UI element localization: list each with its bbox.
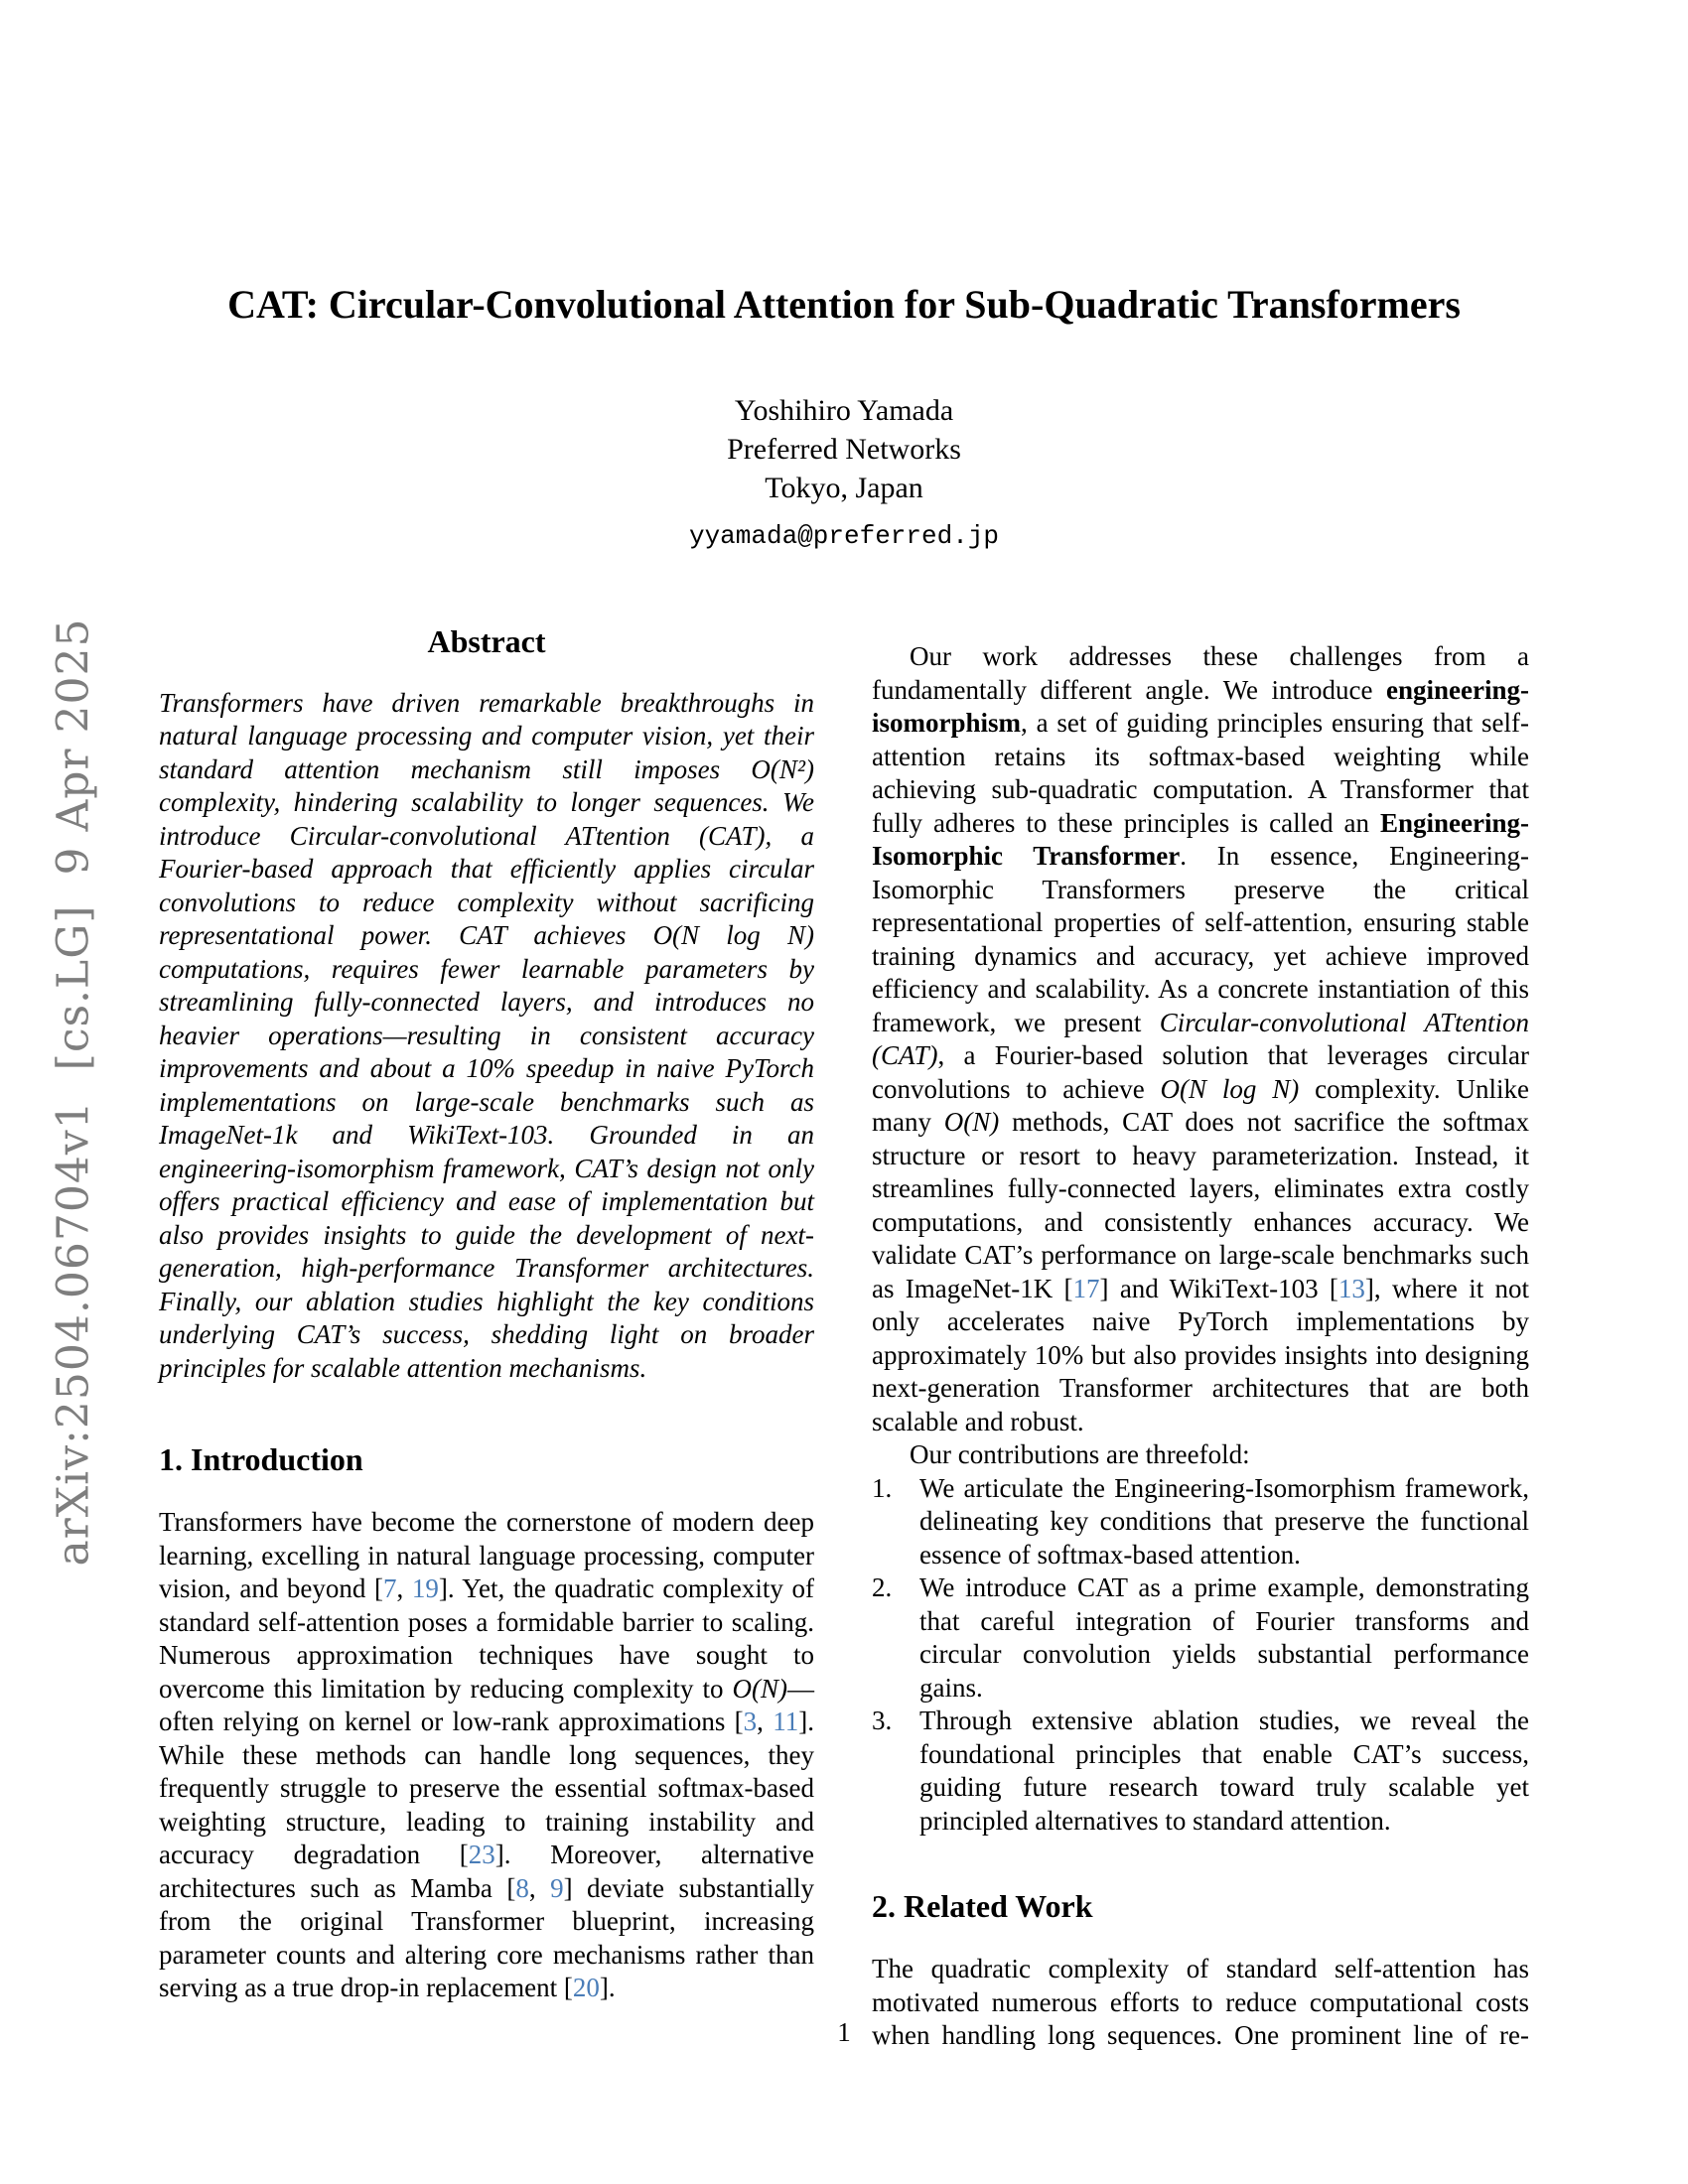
page-number: 1 — [837, 2017, 851, 2047]
abstract-heading: Abstract — [427, 623, 546, 659]
engineering-isomorphism-paragraph — [872, 640, 1529, 1438]
author-email: yyamada@preferred.jp — [688, 521, 1000, 551]
text-segment: complexity. Unlike many — [872, 1073, 1529, 1137]
left-column — [159, 625, 814, 2005]
text-segment: O(N) — [943, 1107, 1000, 1137]
text-segment: ] deviate substantially from the original Transformer blueprint, increasing parameter counts and altering core mechanisms rather than serving as a true drop-in replacement [ — [159, 1872, 814, 2002]
citation-link[interactable]: 7 — [383, 1573, 397, 1603]
paper-title: CAT: Circular-Convolutional Attention for Sub-Quadratic Transformers — [227, 282, 1461, 327]
text-segment: O(N²) — [751, 753, 814, 784]
citation-link[interactable]: 17 — [1072, 1273, 1100, 1303]
text-segment: complexity, hindering scalability to longer sequences. We introduce Circular-convolutional ATtention (CAT), a Fourier-based approach that efficiently applies circular convolutions to reduce complexity without sacrificing representational power. CAT achieves — [159, 787, 814, 950]
text-segment: Our work addresses these challenges from a fundamentally different angle. We introduce — [872, 641, 1529, 705]
text-segment: , a set of guiding principles ensuring that self-attention retains its softmax-based weighting while achieving sub-quadratic computation. A Transformer that fully adheres to these principles is called an — [872, 708, 1529, 838]
abstract-text — [159, 687, 814, 1386]
list-item-text: Through extensive ablation studies, we reveal the foundational principles that enable CAT’s success, guiding future research toward truly scalable yet principled alternatives to standard attention. — [919, 1706, 1529, 1836]
list-item-number: 2. — [872, 1572, 893, 1602]
text-segment: Transformers have driven remarkable breakthroughs in natural language processing and computer vision, yet their standard attention mechanism still imposes — [159, 687, 814, 784]
text-segment: ], where it not only accelerates naive PyTorch implementations by approximately 10% but also provides insights into designing next-generation Transformer architectures that are both scalable and robust. — [872, 1273, 1530, 1436]
arxiv-watermark: arXiv:2504.06704v1 [cs.LG] 9 Apr 2025 — [48, 617, 99, 1567]
section-heading-introduction: 1. Introduction — [159, 1441, 363, 1477]
text-segment: Circular-convolutional ATtention (CAT) — [872, 1007, 1529, 1070]
author-affiliation: Preferred Networks — [727, 433, 961, 466]
text-segment: methods, CAT does not sacrifice the softmax structure or resort to heavy parameterization. Instead, it streamlines fully-connected layers, eliminates extra costly computations, and consistently enhances accuracy. We validate CAT’s performance on large-scale benchmarks such as ImageNet-1K [ — [872, 1107, 1529, 1303]
text-segment: ] and WikiText-103 [ — [1099, 1273, 1338, 1303]
section-heading-related-work: 2. Related Work — [872, 1888, 1093, 1924]
list-item-text: We introduce CAT as a prime example, demonstrating that careful integration of Fourier transforms and circular convolution yields substantial performance gains. — [919, 1572, 1529, 1703]
text-segment: , — [396, 1573, 412, 1603]
text-segment: engineering-isomorphism — [872, 674, 1529, 738]
contributions-list — [872, 1472, 1529, 1839]
list-item-number: 3. — [872, 1706, 893, 1735]
right-column — [872, 640, 1529, 2053]
citation-link[interactable]: 20 — [572, 1973, 600, 2002]
text-segment: ]. While these methods can handle long sequences, they frequently struggle to preserve the essential softmax-based weighting structure, leading to training instability and accuracy degradation [ — [159, 1706, 815, 1869]
author-name: Yoshihiro Yamada — [734, 394, 954, 427]
author-location: Tokyo, Japan — [765, 472, 923, 504]
text-segment: Transformers have become the cornerstone of modern deep learning, excelling in natural language processing, computer vision, and beyond [ — [159, 1507, 814, 1603]
list-item — [872, 1472, 1529, 1572]
citation-link[interactable]: 19 — [411, 1573, 439, 1603]
text-segment: ]. Moreover, alternative architectures such as Mamba [ — [159, 1840, 814, 1903]
text-segment: . In essence, Engineering-Isomorphic Transformers preserve the critical representational properties of self-attention, ensuring stable training dynamics and accuracy, yet achieve improved efficiency and scalability. As a concrete instantiation of this framework, we present — [872, 841, 1530, 1037]
citation-link[interactable]: 9 — [550, 1872, 564, 1903]
text-segment: ]. — [599, 1973, 616, 2002]
text-segment: O(N log N) — [1160, 1073, 1300, 1104]
text-segment: , — [757, 1706, 774, 1736]
related-work-paragraph: The quadratic complexity of standard self-attention has motivated numerous efforts to reduce computational costs when handling long sequences. One prominent line of re- — [872, 1954, 1529, 2050]
text-segment: , a Fourier-based solution that leverages circular convolutions to achieve — [872, 1040, 1529, 1104]
text-segment: O(N) — [732, 1673, 787, 1704]
text-segment: O(N log N) — [652, 920, 814, 950]
citation-link[interactable]: 23 — [468, 1840, 495, 1869]
contributions-lead: Our contributions are threefold: — [910, 1439, 1250, 1469]
text-segment: Engineering-Isomorphic Transformer — [872, 807, 1529, 871]
list-item — [872, 1571, 1529, 1705]
text-segment: ]. Yet, the quadratic complexity of standard self-attention poses a formidable barrier to scaling. Numerous approximation techniques have sought to overcome this limitation by reducing complexity to — [159, 1573, 814, 1704]
introduction-paragraph — [159, 1506, 814, 2005]
citation-link[interactable]: 3 — [743, 1706, 758, 1736]
list-item — [872, 1705, 1529, 1838]
paper-header — [129, 281, 1559, 553]
list-item-number: 1. — [872, 1472, 893, 1503]
text-segment: —often relying on kernel or low-rank approximations [ — [159, 1673, 814, 1736]
citation-link[interactable]: 8 — [515, 1872, 529, 1903]
text-segment: computations, requires fewer learnable parameters by streamlining fully-connected layers, and introduces no heavier operations—resulting in consistent accuracy improvements and about a 10% speedup in naive PyTorch implementations on large-scale benchmarks such as ImageNet-1k and WikiText-103. Grounded in an engineering-isomorphism framework, CAT’s design not only offers practical efficiency and ease of implementation but also provides insights to guide the development of next-generation, high-performance Transformer architectures. Finally, our ablation studies highlight the key conditions underlying CAT’s success, shedding light on broader principles for scalable attention mechanisms. — [159, 953, 814, 1383]
citation-link[interactable]: 11 — [773, 1706, 799, 1736]
text-segment: , — [528, 1872, 551, 1903]
citation-link[interactable]: 13 — [1337, 1273, 1365, 1303]
list-item-text: We articulate the Engineering-Isomorphism framework, delineating key conditions that preserve the functional essence of softmax-based attention. — [919, 1472, 1529, 1570]
